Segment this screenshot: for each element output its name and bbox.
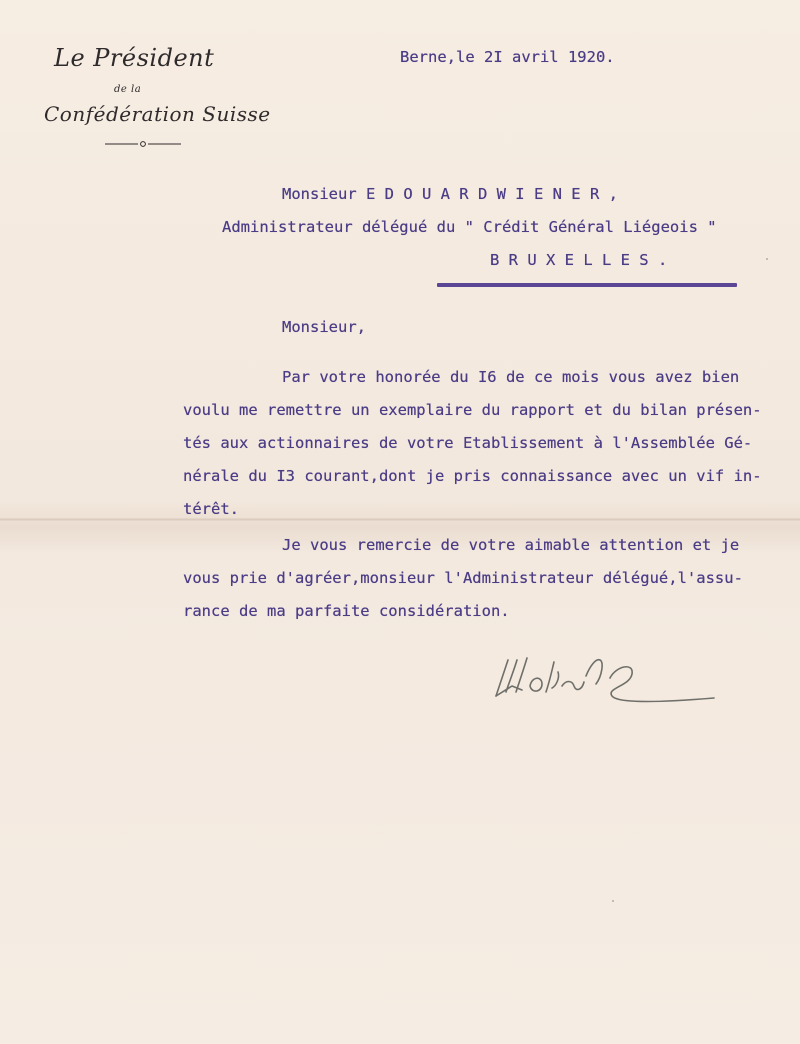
recipient-title: Administrateur délégué du " Crédit Général Liégeois " <box>222 218 717 236</box>
recipient-name: Monsieur E D O U A R D W I E N E R , <box>282 185 618 203</box>
body-line: vous prie d'agréer,monsieur l'Administrateur délégué,l'assu- <box>183 569 743 587</box>
letter-date: Berne,le 2I avril 1920. <box>400 48 615 66</box>
body-line: térêt. <box>183 500 239 518</box>
letterhead-organization: Confédération Suisse <box>44 102 271 126</box>
recipient-city: B R U X E L L E S . <box>490 251 668 269</box>
address-underline <box>437 283 737 287</box>
paper-speck <box>766 258 768 260</box>
paper-speck <box>612 900 614 902</box>
body-line: voulu me remettre un exemplaire du rapport et du bilan présen- <box>183 401 762 419</box>
ornament-divider-icon <box>103 138 183 150</box>
handwritten-signature <box>486 646 722 710</box>
body-line: Par votre honorée du I6 de ce mois vous avez bien <box>282 368 740 386</box>
letterhead-title: Le Président <box>54 44 215 72</box>
greeting: Monsieur, <box>282 318 366 336</box>
paper-fold <box>0 518 800 521</box>
letterhead <box>28 36 271 156</box>
letterhead-connector: de la <box>114 84 142 95</box>
body-line: rance de ma parfaite considération. <box>183 602 510 620</box>
body-line: Je vous remercie de votre aimable attention et je <box>282 536 740 554</box>
body-line: tés aux actionnaires de votre Etablissement à l'Assemblée Gé- <box>183 434 753 452</box>
body-line: nérale du I3 courant,dont je pris connaissance avec un vif in- <box>183 467 762 485</box>
